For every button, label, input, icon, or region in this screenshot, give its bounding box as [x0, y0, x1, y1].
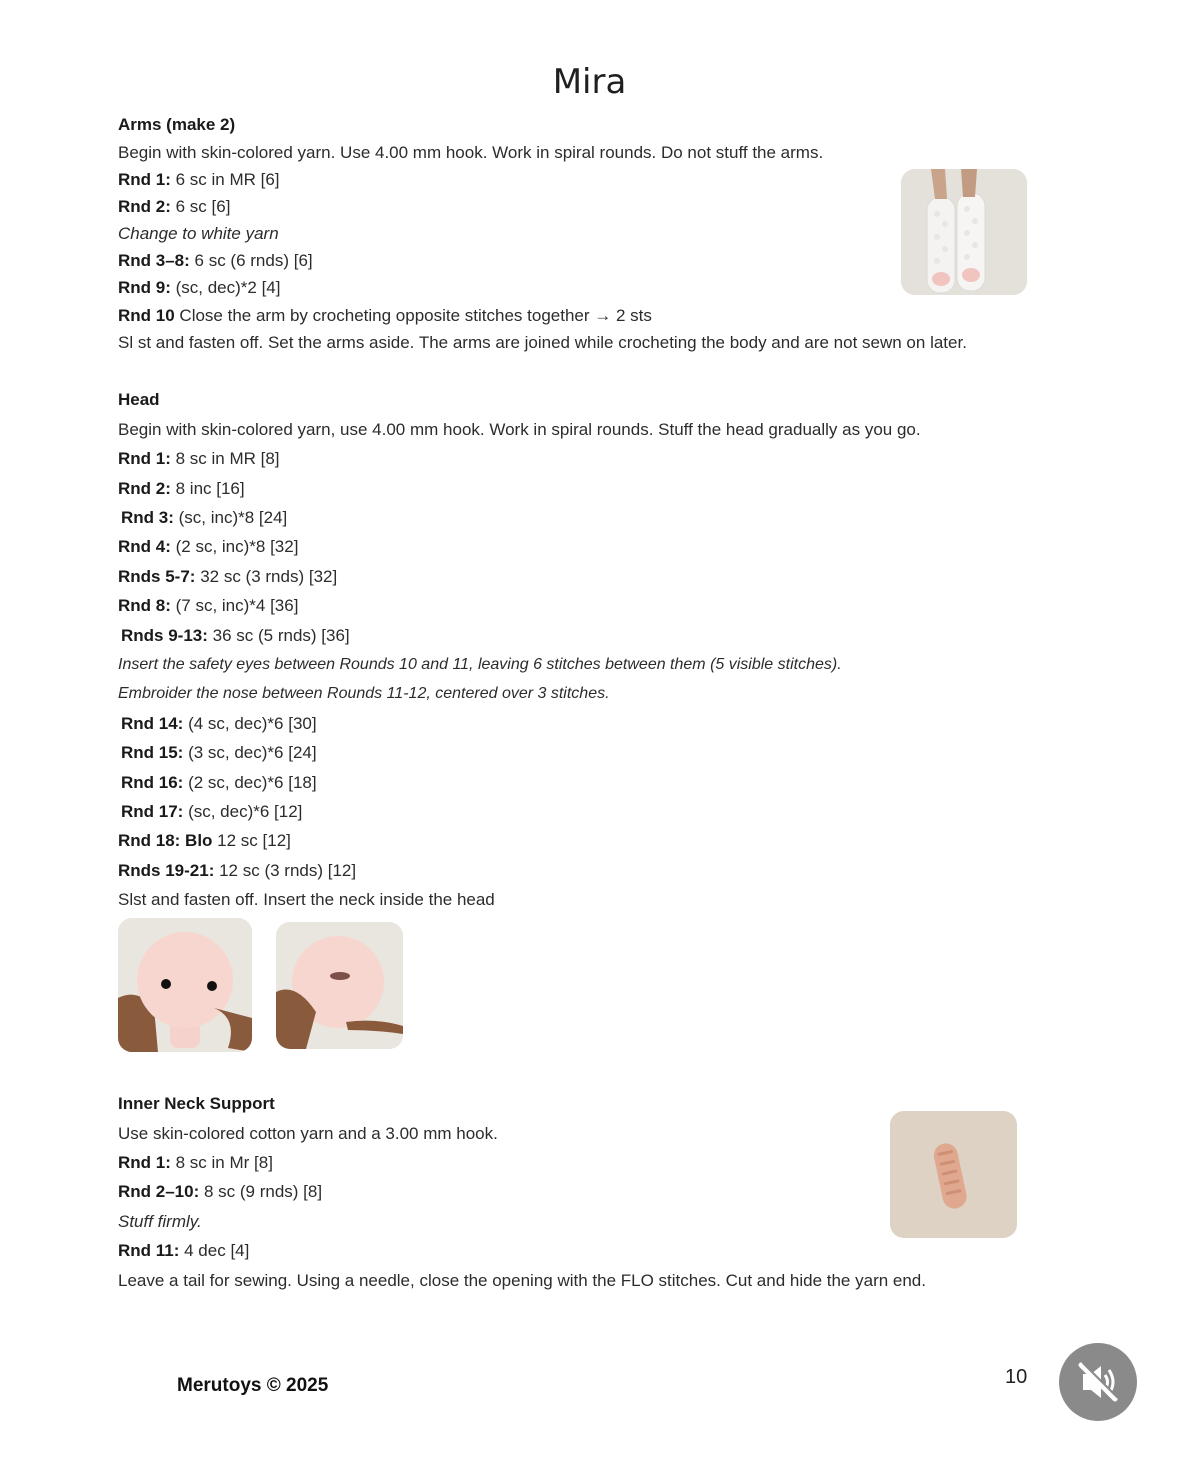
pattern-row: Rnd 11: 4 dec [4] [118, 1241, 250, 1260]
pattern-row: Rnd 15: (3 sc, dec)*6 [24] [121, 743, 317, 762]
neck-intro: Use skin-colored cotton yarn and a 3.00 mm hook. [118, 1124, 498, 1143]
footer-brand: Merutoys © 2025 [177, 1375, 329, 1396]
mute-button[interactable] [1059, 1343, 1137, 1421]
pattern-row: Rnd 14: (4 sc, dec)*6 [30] [121, 714, 317, 733]
head-back-photo [276, 922, 403, 1049]
neck-heading: Inner Neck Support [118, 1094, 275, 1113]
arms-outro: Sl st and fasten off. Set the arms aside. The arms are joined while crocheting the body and are not sewn on later. [118, 333, 967, 352]
pattern-note: Insert the safety eyes between Rounds 10 and 11, leaving 6 stitches between them (5 visible stitches). [118, 656, 842, 673]
pattern-row: Rnd 3: (sc, inc)*8 [24] [121, 508, 288, 527]
pattern-row: Rnd 2: 6 sc [6] [118, 197, 231, 216]
neck-outro: Leave a tail for sewing. Using a needle, close the opening with the FLO stitches. Cut and hide the yarn end. [118, 1271, 926, 1290]
head-heading: Head [118, 390, 160, 409]
pattern-row: Rnd 3–8: 6 sc (6 rnds) [6] [118, 251, 313, 270]
head-outro: Slst and fasten off. Insert the neck inside the head [118, 890, 495, 909]
page-title: Mira [552, 62, 627, 102]
pattern-row: Rnd 1: 8 sc in Mr [8] [118, 1153, 273, 1172]
pattern-row: Rnd 2: 8 inc [16] [118, 479, 245, 498]
speaker-muted-icon [1059, 1408, 1137, 1425]
pattern-row: Rnd 4: (2 sc, inc)*8 [32] [118, 537, 299, 556]
arms-heading: Arms (make 2) [118, 115, 236, 134]
head-front-photo [118, 918, 252, 1052]
pattern-row: Rnds 9-13: 36 sc (5 rnds) [36] [121, 626, 350, 645]
head-intro: Begin with skin-colored yarn, use 4.00 mm hook. Work in spiral rounds. Stuff the head gradually as you go. [118, 420, 921, 439]
pattern-row: Rnd 10 Close the arm by crocheting opposite stitches together → 2 sts [118, 306, 652, 325]
pattern-row: Rnd 18: Blo 12 sc [12] [118, 831, 291, 850]
pattern-row: Rnds 19-21: 12 sc (3 rnds) [12] [118, 861, 357, 880]
pattern-row: Rnd 8: (7 sc, inc)*4 [36] [118, 596, 299, 615]
arms-photo [901, 169, 1027, 295]
pattern-note: Stuff firmly. [118, 1212, 202, 1231]
pattern-row: Rnds 5-7: 32 sc (3 rnds) [32] [118, 567, 338, 586]
pattern-row: Rnd 1: 6 sc in MR [6] [118, 170, 280, 189]
page-number: 10 [1005, 1366, 1028, 1388]
pattern-row: Rnd 1: 8 sc in MR [8] [118, 449, 280, 468]
neck-support-photo [890, 1111, 1017, 1238]
pattern-row: Rnd 2–10: 8 sc (9 rnds) [8] [118, 1182, 323, 1201]
pattern-note: Change to white yarn [118, 224, 279, 243]
arms-intro: Begin with skin-colored yarn. Use 4.00 mm hook. Work in spiral rounds. Do not stuff the arms. [118, 143, 824, 162]
pattern-row: Rnd 9: (sc, dec)*2 [4] [118, 278, 281, 297]
pattern-row: Rnd 17: (sc, dec)*6 [12] [121, 802, 303, 821]
pattern-row: Rnd 16: (2 sc, dec)*6 [18] [121, 773, 317, 792]
pattern-note: Embroider the nose between Rounds 11-12, centered over 3 stitches. [118, 685, 610, 702]
